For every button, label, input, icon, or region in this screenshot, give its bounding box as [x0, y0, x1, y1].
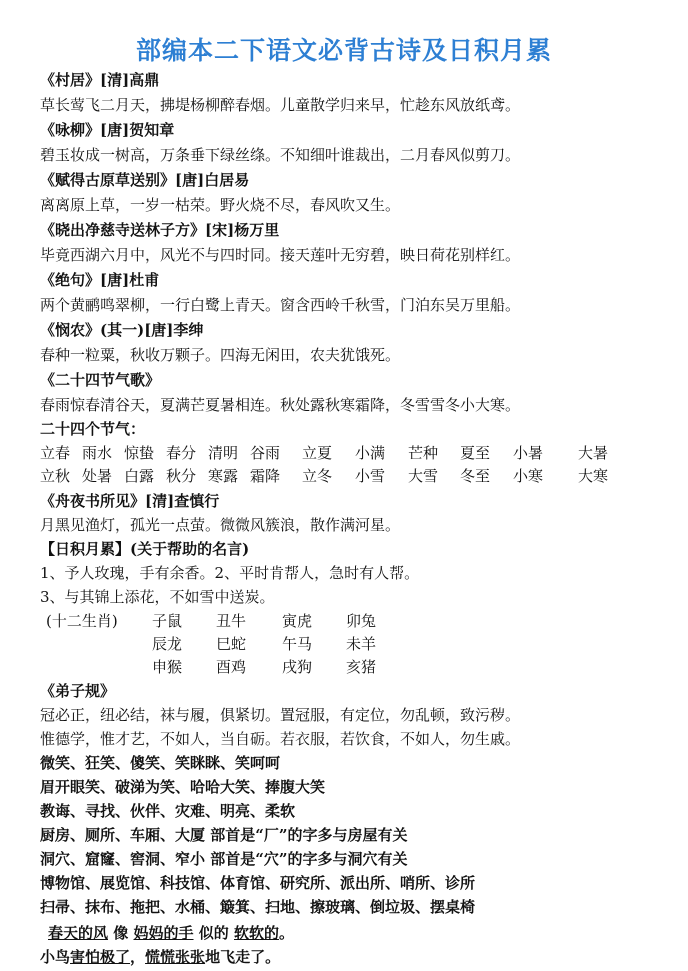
page-title: 部编本二下语文必背古诗及日积月累: [135, 36, 552, 65]
vocab-line: 扫帚、抹布、拖把、水桶、簸箕、扫地、擦玻璃、倒垃圾、摆桌椅: [40, 898, 476, 916]
sentence-underlined: 慌慌张张: [145, 948, 206, 966]
zodiac-item: 巳蛇: [216, 635, 247, 653]
poem-text: 春种一粒粟，秋收万颗子。四海无闲田，农夫犹饿死。: [40, 346, 401, 364]
solar-term: 小暑: [513, 444, 544, 462]
zodiac-item: 丑牛: [216, 612, 247, 630]
solar-term: 谷雨: [250, 444, 281, 462]
poem-heading: 《村居》[清]高鼎: [40, 71, 160, 89]
sentence-underlined: 害怕极了: [70, 948, 131, 966]
poem-heading: 《悯农》(其一)[唐]李绅: [40, 321, 204, 339]
solar-term: 寒露: [208, 467, 239, 485]
poem-text: 碧玉妆成一树高，万条垂下绿丝绦。不知细叶谁裁出，二月春风似剪刀。: [40, 146, 521, 164]
dizigui-line: 惟德学，惟才艺，不如人，当自砺。若衣服，若饮食，不如人，勿生戚。: [40, 730, 521, 748]
sentence-part: 小鸟: [40, 948, 71, 966]
solar-term: 大寒: [578, 467, 609, 485]
solar-term: 冬至: [460, 467, 491, 485]
solar-terms-heading: 二十四个节气：: [40, 420, 146, 438]
solar-term: 春分: [166, 444, 197, 462]
last-sentence: [40, 946, 280, 968]
simile-end: 。: [279, 924, 295, 942]
solar-term: 大暑: [578, 444, 609, 462]
poem-text: 月黑见渔灯，孤光一点萤。微微风簇浪，散作满河星。: [40, 516, 401, 534]
solar-term: 秋分: [166, 467, 197, 485]
poem-text: 离离原上草，一岁一枯荣。野火烧不尽，春风吹又生。: [40, 196, 401, 214]
poem-text: 草长莺飞二月天，拂堤杨柳醉春烟。儿童散学归来早，忙趁东风放纸鸢。: [40, 96, 521, 114]
poem-heading: 《绝句》[唐]杜甫: [40, 271, 160, 289]
zodiac-item: 亥猪: [346, 658, 377, 676]
simile-blank: 妈妈的手: [133, 924, 194, 942]
dizigui-line: 冠必正，纽必结，袜与履，俱紧切。置冠服，有定位，勿乱顿，致污秽。: [40, 706, 521, 724]
poem-heading: 《赋得古原草送别》[唐]白居易: [40, 171, 250, 189]
solar-term: 立春: [40, 444, 71, 462]
poem-text: 毕竟西湖六月中，风光不与四时同。接天莲叶无穷碧，映日荷花别样红。: [40, 246, 521, 264]
simile-blank: 春天的风: [48, 924, 109, 942]
poem-text: 春雨惊春清谷天，夏满芒夏暑相连。秋处露秋寒霜降，冬雪雪冬小大寒。: [40, 396, 521, 414]
sentence-part: ，: [130, 948, 146, 966]
solar-term: 芒种: [408, 444, 439, 462]
vocab-line: 微笑、狂笑、傻笑、笑眯眯、笑呵呵: [40, 754, 281, 772]
zodiac-label: (十二生肖): [46, 612, 118, 630]
zodiac-item: 戌狗: [282, 658, 313, 676]
solar-term: 小雪: [355, 467, 386, 485]
solar-term: 小满: [355, 444, 386, 462]
poem-heading: 《晓出净慈寺送林子方》[宋]杨万里: [40, 221, 280, 239]
zodiac-item: 酉鸡: [216, 658, 247, 676]
zodiac-item: 寅虎: [282, 612, 313, 630]
poem-heading: 《咏柳》[唐]贺知章: [40, 121, 175, 139]
simile-word: 像: [113, 924, 129, 942]
vocab-line: 洞穴、窟窿、窖洞、窄小 部首是“穴”的字多与洞穴有关: [40, 850, 408, 868]
solar-term: 夏至: [460, 444, 491, 462]
sentence-part: 地飞走了。: [205, 948, 281, 966]
sayings-heading: 【日积月累】(关于帮助的名言): [40, 540, 250, 558]
dizigui-heading: 《弟子规》: [40, 682, 116, 700]
simile-word: 似的: [198, 924, 229, 942]
simile-blank: 软软的: [234, 924, 280, 942]
solar-term: 立秋: [40, 467, 71, 485]
poem-heading: 《舟夜书所见》[清]查慎行: [40, 492, 220, 510]
vocab-line: 博物馆、展览馆、科技馆、体育馆、研究所、派出所、哨所、诊所: [40, 874, 476, 892]
solar-term: 雨水: [82, 444, 113, 462]
solar-term: 小寒: [513, 467, 544, 485]
solar-term: 霜降: [250, 467, 281, 485]
zodiac-item: 申猴: [152, 658, 183, 676]
solar-term: 清明: [208, 444, 239, 462]
vocab-line: 教诲、寻找、伙伴、灾难、明亮、柔软: [40, 802, 296, 820]
simile-sentence: [40, 922, 294, 944]
vocab-line: 眉开眼笑、破涕为笑、哈哈大笑、捧腹大笑: [40, 778, 326, 796]
zodiac-item: 午马: [282, 635, 313, 653]
zodiac-item: 辰龙: [152, 635, 183, 653]
poem-heading: 《二十四节气歌》: [40, 371, 161, 389]
sayings-line: 3、与其锦上添花，不如雪中送炭。: [40, 588, 275, 606]
poem-text: 两个黄鹂鸣翠柳，一行白鹭上青天。窗含西岭千秋雪，门泊东吴万里船。: [40, 296, 521, 314]
zodiac-item: 卯兔: [346, 612, 377, 630]
zodiac-item: 子鼠: [152, 612, 183, 630]
solar-term: 惊蛰: [124, 444, 155, 462]
solar-term: 白露: [124, 467, 155, 485]
solar-term: 立夏: [302, 444, 333, 462]
vocab-line: 厨房、厕所、车厢、大厦 部首是“厂”的字多与房屋有关: [40, 826, 408, 844]
solar-term: 处暑: [82, 467, 113, 485]
sayings-line: 1、予人玫瑰，手有余香。2、平时肯帮人，急时有人帮。: [40, 564, 420, 582]
solar-term: 大雪: [408, 467, 439, 485]
zodiac-item: 未羊: [346, 635, 377, 653]
solar-term: 立冬: [302, 467, 333, 485]
